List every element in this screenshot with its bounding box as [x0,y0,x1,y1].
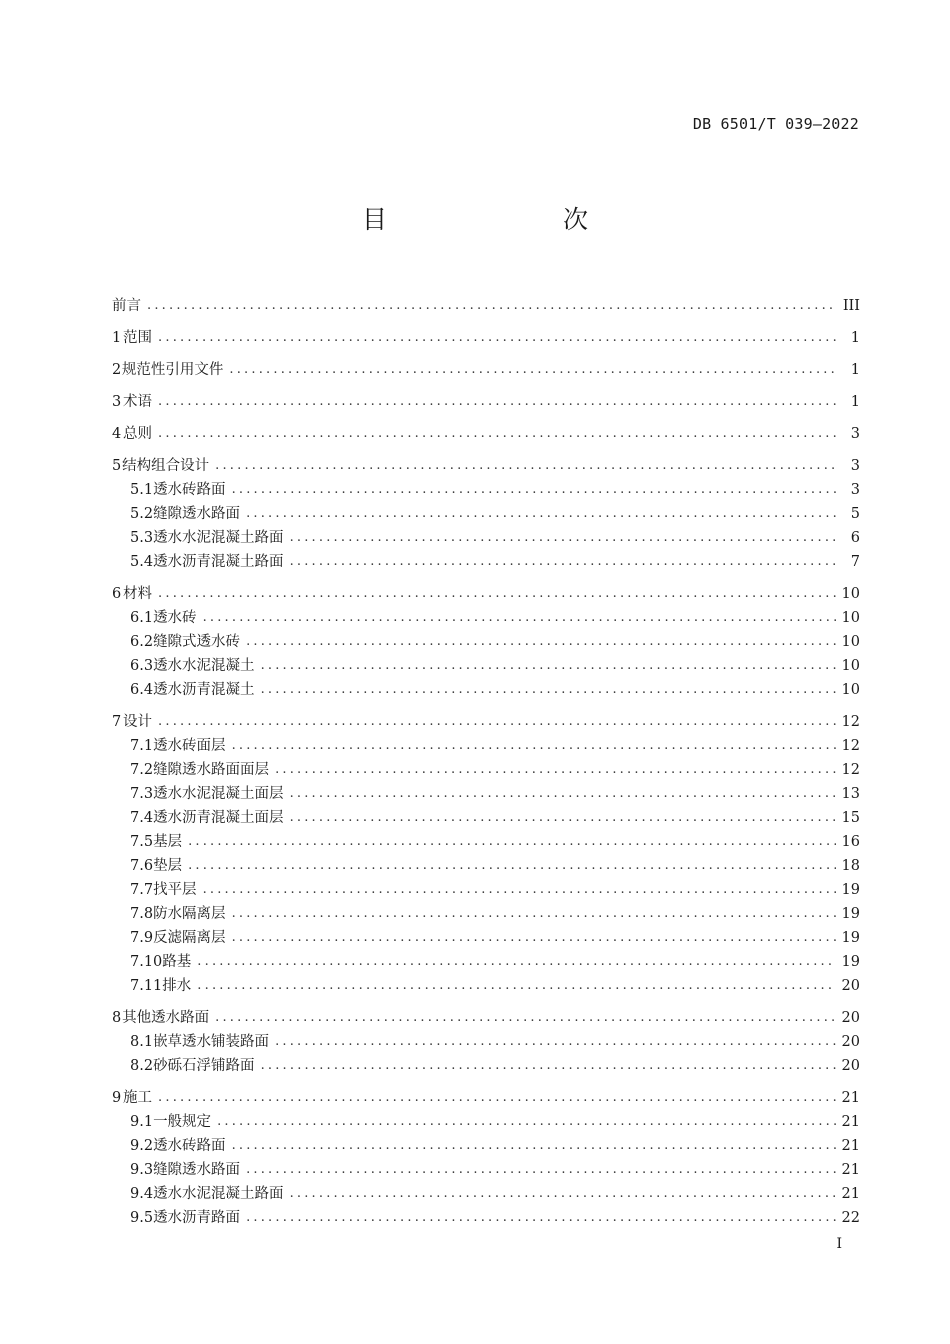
toc-entry-label: 透水沥青混凝土面层 [153,810,284,826]
toc-entry-number: 9.2 [130,1138,154,1154]
toc-entry[interactable] [112,1110,860,1134]
toc-dot-leader [158,390,836,414]
toc-entry[interactable] [112,1030,860,1054]
toc-entry-label: 其他透水路面 [122,1010,210,1026]
toc-entry-page: 19 [841,954,860,970]
toc-entry-number: 9.4 [130,1186,154,1202]
toc-entry-number: 7.7 [130,882,154,898]
toc-dot-leader [275,1030,835,1054]
toc-entry-number: 3 [112,394,122,410]
toc-entry-number: 8 [112,1010,122,1026]
toc-entry-label: 总则 [123,426,153,442]
toc-entry-page: 19 [841,906,860,922]
toc-entry-label: 范围 [123,330,153,346]
toc-entry-page: 19 [841,882,860,898]
toc-dot-leader [232,1134,836,1158]
toc-entry-label: 透水砖 [153,610,197,626]
toc-entry-number: 7 [112,714,122,730]
toc-entry[interactable] [112,654,860,678]
toc-dot-leader [158,422,836,446]
toc-entry-number: 5.4 [130,554,154,570]
toc-entry-number: 9 [112,1090,122,1106]
toc-entry-number: 1 [112,330,122,346]
toc-entry-number: 9.3 [130,1162,154,1178]
toc-entry-number: 7.11 [130,978,163,994]
toc-entry-label: 透水水泥混凝土 [153,658,255,674]
toc-entry-page: 3 [850,458,860,474]
toc-entry-number: 5.2 [130,506,154,522]
toc-entry-label: 找平层 [153,882,197,898]
toc-entry-label: 透水沥青路面 [153,1210,241,1226]
toc-entry[interactable] [112,902,860,926]
toc-entry-label: 垫层 [153,858,183,874]
toc-entry-page: 20 [841,1010,860,1026]
toc-entry[interactable] [112,526,860,550]
toc-entry-page: 12 [841,762,860,778]
toc-entry-number: 6.4 [130,682,154,698]
toc-entry-page: 12 [841,714,860,730]
toc-entry[interactable] [112,854,860,878]
toc-dot-leader [290,550,836,574]
toc-entry-number: 8.2 [130,1058,154,1074]
toc-entry-number: 7.2 [130,762,154,778]
toc-entry-page: 19 [841,930,860,946]
toc-entry[interactable] [112,830,860,854]
toc-dot-leader [217,1110,835,1134]
toc-dot-leader [246,630,835,654]
toc-entry-label: 透水砖路面 [153,482,226,498]
toc-entry-label: 透水砖路面 [153,1138,226,1154]
toc-entry[interactable] [112,998,860,1030]
toc-entry-page: 1 [850,394,860,410]
toc-entry-page: 15 [841,810,860,826]
toc-entry-label: 缝隙透水路面 [153,506,241,522]
toc-entry-page: 16 [841,834,860,850]
toc-entry-page: 20 [841,1034,860,1050]
toc-entry-number: 5 [112,458,122,474]
toc-dot-leader [290,782,836,806]
toc-entry-page: 3 [850,482,860,498]
toc-dot-leader [246,1206,835,1230]
toc-entry-page: 7 [850,554,860,570]
toc-entry-page: 6 [850,530,860,546]
toc-dot-leader [246,502,836,526]
toc-dot-leader [232,734,836,758]
toc-entry-number: 5.1 [130,482,154,498]
toc-entry-page: 18 [841,858,860,874]
toc-entry-number: 9.1 [130,1114,154,1130]
toc-entry[interactable] [112,414,860,446]
toc-entry[interactable] [112,574,860,606]
toc-entry-label: 规范性引用文件 [121,362,224,378]
toc-entry[interactable] [112,1206,860,1230]
toc-entry[interactable] [112,806,860,830]
toc-dot-leader [188,830,835,854]
toc-entry-number: 6.3 [130,658,154,674]
toc-entry-label: 透水水泥混凝土面层 [153,786,284,802]
table-of-contents [112,286,860,1230]
toc-entry-page: 20 [841,1058,860,1074]
toc-entry[interactable] [112,1158,860,1182]
toc-dot-leader [290,806,836,830]
toc-entry-number: 7.4 [130,810,154,826]
toc-entry[interactable] [112,702,860,734]
toc-entry[interactable] [112,446,860,478]
toc-dot-leader [229,358,836,382]
toc-entry-page: 22 [841,1210,860,1226]
toc-entry-page: 21 [841,1114,860,1130]
toc-entry[interactable] [112,974,860,998]
toc-entry-label: 术语 [123,394,153,410]
toc-entry-number: 7.9 [130,930,154,946]
toc-entry[interactable] [112,950,860,974]
toc-entry[interactable] [112,878,860,902]
document-code: DB 6501/T 039—2022 [692,115,859,133]
toc-entry-page: 10 [841,610,860,626]
toc-entry-label: 设计 [123,714,153,730]
toc-entry-label: 砂砾石浮铺路面 [153,1058,255,1074]
toc-entry-page: 10 [841,586,860,602]
toc-dot-leader [261,1054,836,1078]
toc-entry-label: 缝隙式透水砖 [153,634,241,650]
toc-entry-number: 7.10 [130,954,163,970]
toc-entry-page: 21 [841,1162,860,1178]
toc-entry[interactable] [112,502,860,526]
toc-entry[interactable] [112,926,860,950]
toc-entry-label: 基层 [153,834,183,850]
toc-entry-page: 1 [850,330,860,346]
toc-entry-label: 反滤隔离层 [153,930,226,946]
toc-entry-number: 7.3 [130,786,154,802]
toc-entry-number: 4 [112,426,122,442]
toc-entry[interactable] [112,318,860,350]
toc-entry-page: 10 [841,634,860,650]
toc-entry-page: 10 [841,682,860,698]
toc-dot-leader [197,950,835,974]
toc-entry[interactable] [112,1078,860,1110]
toc-entry-number: 9.5 [130,1210,154,1226]
toc-entry-label: 透水水泥混凝土路面 [153,530,284,546]
toc-entry-page: 1 [850,362,860,378]
toc-dot-leader [290,526,836,550]
toc-entry-label: 一般规定 [153,1114,212,1130]
toc-dot-leader [215,1006,835,1030]
toc-entry[interactable] [112,1182,860,1206]
toc-dot-leader [246,1158,835,1182]
toc-entry[interactable] [112,630,860,654]
toc-entry-number: 2 [112,362,122,378]
toc-entry[interactable] [112,478,860,502]
toc-entry-label: 结构组合设计 [122,458,210,474]
toc-entry-label: 材料 [123,586,153,602]
page-title: 目 次 [361,205,630,234]
toc-entry-label: 嵌草透水铺装路面 [153,1034,270,1050]
toc-entry[interactable] [112,382,860,414]
toc-entry-label: 透水沥青混凝土路面 [153,554,284,570]
toc-entry-label: 透水砖面层 [153,738,226,754]
toc-entry[interactable] [112,782,860,806]
toc-dot-leader [232,926,836,950]
toc-entry-label: 排水 [162,978,192,994]
toc-entry-page: 13 [841,786,860,802]
toc-entry[interactable] [112,606,860,630]
toc-entry-number: 7.1 [130,738,154,754]
toc-entry-label: 防水隔离层 [153,906,226,922]
toc-dot-leader [188,854,835,878]
toc-entry-number: 7.5 [130,834,154,850]
toc-dot-leader [261,678,836,702]
toc-dot-leader [290,1182,836,1206]
toc-entry-number: 8.1 [130,1034,154,1050]
toc-dot-leader [232,902,836,926]
toc-entry-number: 6.1 [130,610,154,626]
toc-entry-label: 施工 [123,1090,153,1106]
toc-entry-page: 3 [850,426,860,442]
footer-page-number: I [836,1236,842,1252]
toc-entry-label: 透水沥青混凝土 [153,682,255,698]
toc-entry-number: 6.2 [130,634,154,650]
toc-entry-number: 7.8 [130,906,154,922]
toc-entry-page: III [842,298,860,314]
toc-dot-leader [158,326,836,350]
toc-dot-leader [147,294,836,318]
toc-entry-page: 12 [841,738,860,754]
toc-entry-page: 20 [841,978,860,994]
toc-entry-label: 前言 [112,298,141,314]
toc-dot-leader [203,878,836,902]
toc-entry[interactable] [112,1134,860,1158]
toc-dot-leader [261,654,836,678]
toc-entry-number: 6 [112,586,122,602]
toc-dot-leader [215,454,836,478]
toc-entry-number: 7.6 [130,858,154,874]
toc-dot-leader [158,1086,836,1110]
toc-dot-leader [158,710,836,734]
toc-entry[interactable] [112,678,860,702]
toc-entry-page: 21 [841,1090,860,1106]
toc-entry-number: 5.3 [130,530,154,546]
toc-entry[interactable] [112,734,860,758]
toc-entry-label: 透水水泥混凝土路面 [153,1186,284,1202]
toc-entry-page: 21 [841,1186,860,1202]
toc-entry-page: 21 [841,1138,860,1154]
toc-entry-label: 路基 [162,954,192,970]
toc-entry[interactable] [112,350,860,382]
toc-dot-leader [158,582,836,606]
toc-entry-page: 5 [850,506,860,522]
toc-dot-leader [203,606,836,630]
toc-dot-leader [232,478,836,502]
toc-dot-leader [275,758,835,782]
toc-entry-label: 缝隙透水路面 [153,1162,241,1178]
toc-dot-leader [197,974,835,998]
toc-entry[interactable] [112,286,860,318]
toc-entry[interactable] [112,758,860,782]
toc-entry[interactable] [112,1054,860,1078]
toc-entry-label: 缝隙透水路面面层 [153,762,270,778]
toc-entry[interactable] [112,550,860,574]
toc-entry-page: 10 [841,658,860,674]
